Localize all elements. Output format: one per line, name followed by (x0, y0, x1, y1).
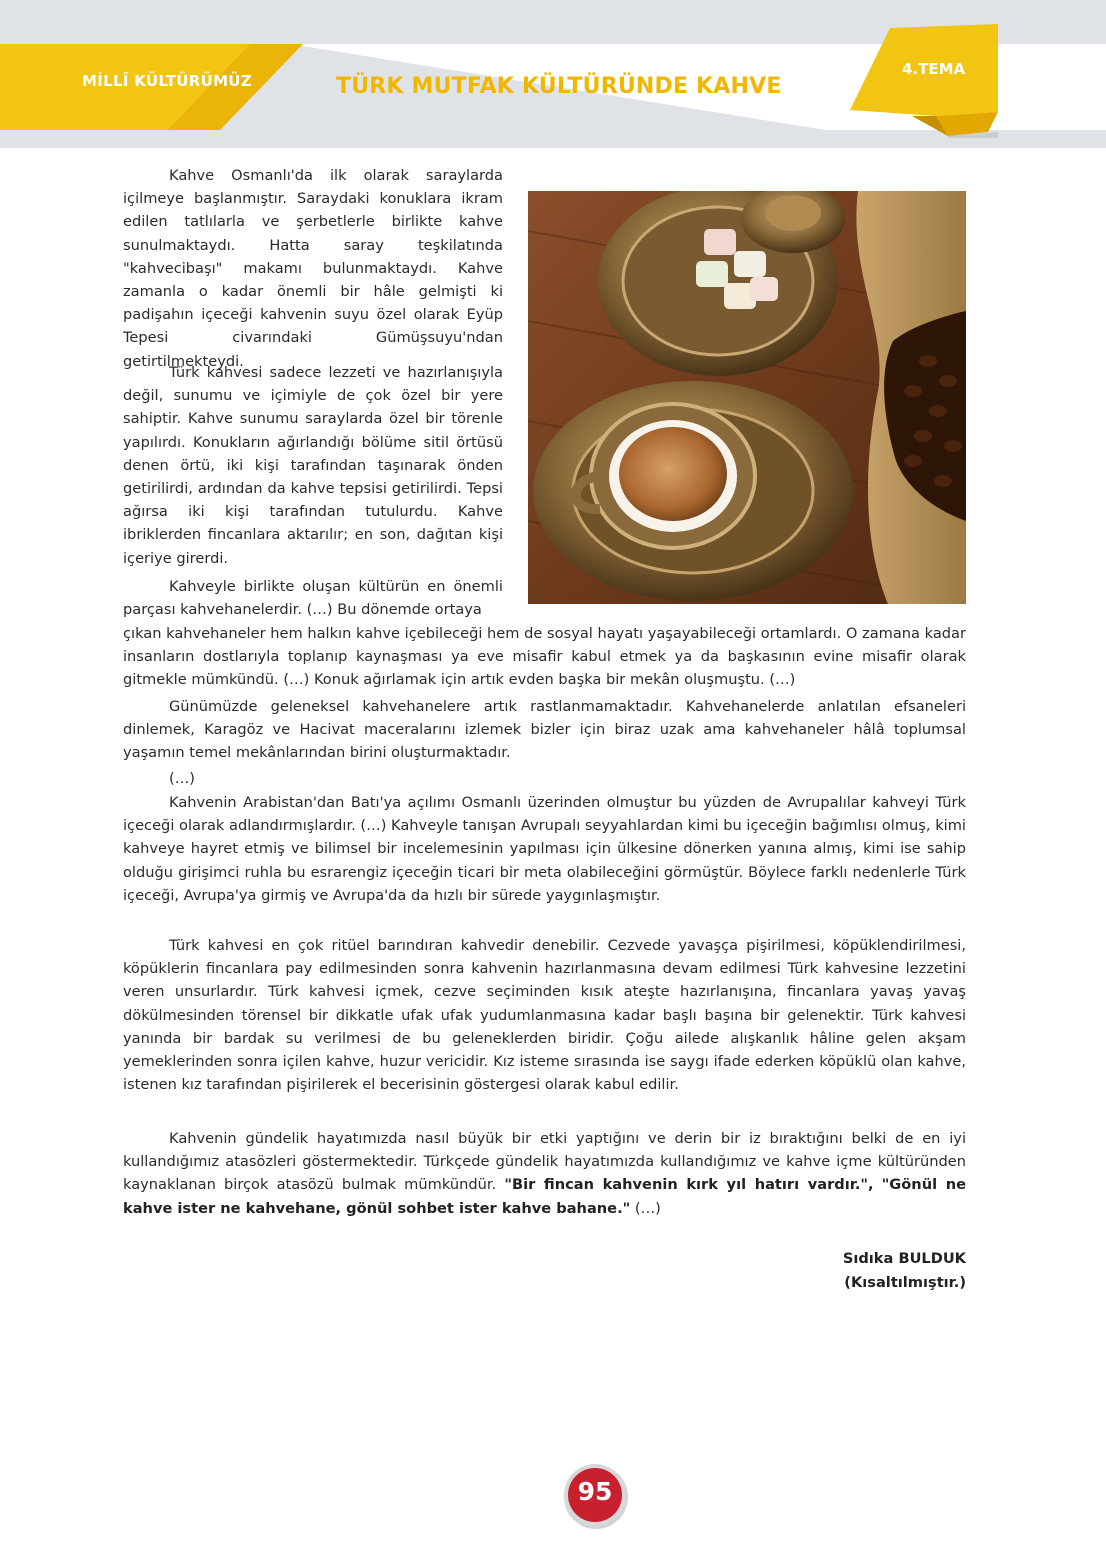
section-label: MİLLÎ KÜLTÜRÜMÜZ (82, 72, 252, 90)
author-note: (Kısaltılmıştır.) (844, 1274, 966, 1291)
paragraph-3a: Kahveyle birlikte oluşan kültürün en önemli parçası kahvehanelerdir. (…) Bu dönemde ortaya (123, 578, 503, 619)
theme-ribbon (848, 20, 1002, 140)
paragraph-7-text: Kahvenin gündelik hayatımızda nasıl büyük bir etki yaptığını ve derin bir iz bıraktığını belki de en iyi kullandığımız atasözleri göstermektedir. Türkçede gündelik hayatımızda kullandığımız ve kahve içme kültüründen kaynaklanan birçok atasözü bulmak mümkündür. (123, 1130, 966, 1194)
proverb-1: "Bir fincan kahvenin kırk yıl hatırı vardır.", (504, 1176, 874, 1194)
paragraph-1: Kahve Osmanlı'da ilk olarak saraylarda içilmeye başlanmıştır. Saraydaki konuklara ikram edilen tatlılarla ve şerbetlerle birlikte kahve sunulmaktaydı. Hatta saray teşkilatında "kahvecibaşı" makamı bulunmaktaydı. Kahve zamanla o kadar önemli bir hâle gelmişti ki padişahın içeceği kahvenin suyu özel olarak Eyüp Tepesi civarındaki Gümüşsuyu'ndan getirtilmekteydi. (123, 167, 503, 370)
turkish-coffee-photo (528, 191, 966, 604)
paragraph-7 (123, 1127, 966, 1220)
proverb-2: "Gönül ne kahve ister ne kahvehane, gönül sohbet ister kahve bahane." (123, 1176, 966, 1217)
page-number: 95 (577, 1477, 613, 1506)
ellipsis-line: (…) (169, 770, 195, 787)
theme-label: 4.TEMA (902, 60, 966, 78)
author-name: Sıdıka BULDUK (842, 1250, 966, 1267)
paragraph-6: Türk kahvesi en çok ritüel barındıran kahvedir denebilir. Cezvede yavaşça pişirilmesi, köpüklendirilmesi, köpüklerin fincanlara pay edilmesinden sonra kahvenin hazırlanmasına devam edilmesi Türk kahvesine lezzetini veren unsurlardır. Türk kahvesi içmek, cezve seçiminden kısık ateşte hazırlanışına, fincanlara yavaş yavaş dökülmesinden törensel bir dikkatle ufak ufak yudumlanmasına kadar başlı başına bir gelenektir. Türk kahvesi yanında bir bardak su verilmesi de bu geleneklerden biridir. Çoğu ailede alışkanlık hâline gelen akşam yemeklerinden sonra içilen kahve, huzur vericidir. Kız isteme sırasında ise saygı ifade ederken köpüklü olan kahve, istenen kız tarafından pişirilerek el becerisinin göstergesi olarak kabul edilir. (123, 937, 966, 1094)
paragraph-4: Günümüzde geleneksel kahvehanelere artık rastlanmamaktadır. Kahvehanelerde anlatılan efsaneleri dinlemek, Karagöz ve Hacivat maceralarını izlemek bizler için biraz uzak ama kahvehaneler hâlâ toplumsal yaşamın temel mekânlarından birini oluşturmaktadır. (123, 698, 966, 762)
paragraph-7-end: (…) (634, 1199, 661, 1217)
paragraph-3b: çıkan kahvehaneler hem halkın kahve içebileceği hem de sosyal hayatı yaşayabileceği ortamlardı. O zamana kadar insanların dostlarıyla toplanıp kaynaşması ya eve misafir kabul etmek ya da başkasının evine misafir olarak gitmekle mümkündü. (…) Konuk ağırlamak için artık evden başka bir mekân oluşmuştu. (…) (123, 625, 966, 689)
page-title: TÜRK MUTFAK KÜLTÜRÜNDE KAHVE (336, 74, 782, 99)
author-block (843, 1247, 966, 1295)
paragraph-2: Türk kahvesi sadece lezzeti ve hazırlanışıyla değil, sunumu ve içimiyle de çok özel bir yere sahiptir. Kahve sunumu saraylarda özel bir törenle yapılırdı. Konukların ağırlandığı bölüme sitil örtüsü denen örtü, iki kişi tarafından taşınarak önden getirilirdi, ardından da kahve tepsisi getirilirdi. Tepsi ağırsa iki kişi tarafından tutulurdu. Kahve ibriklerden fincanlara aktarılır; en son, dağıtan kişi içeriye girerdi. (123, 364, 503, 567)
paragraph-5: Kahvenin Arabistan'dan Batı'ya açılımı Osmanlı üzerinden olmuştur bu yüzden de Avrupalılar kahveyi Türk içeceği olarak adlandırmışlardır. (…) Kahveyle tanışan Avrupalı seyyahlardan kimi bu içeceğin bağımlısı olmuş, kimi kahveye hayret etmiş ve bilimsel bir incelemesinin yapılması için ülkesine dönerken yanına almış, kimi ise sahip olduğu girişimci ruhla bu esrarengiz içeceğin ticari bir meta olabileceğini görmüştür. Böylece farklı nedenlerle Türk içeceği, Avrupa'ya girmiş ve Avrupa'da da hızlı bir sürede yaygınlaşmıştır. (123, 794, 966, 904)
